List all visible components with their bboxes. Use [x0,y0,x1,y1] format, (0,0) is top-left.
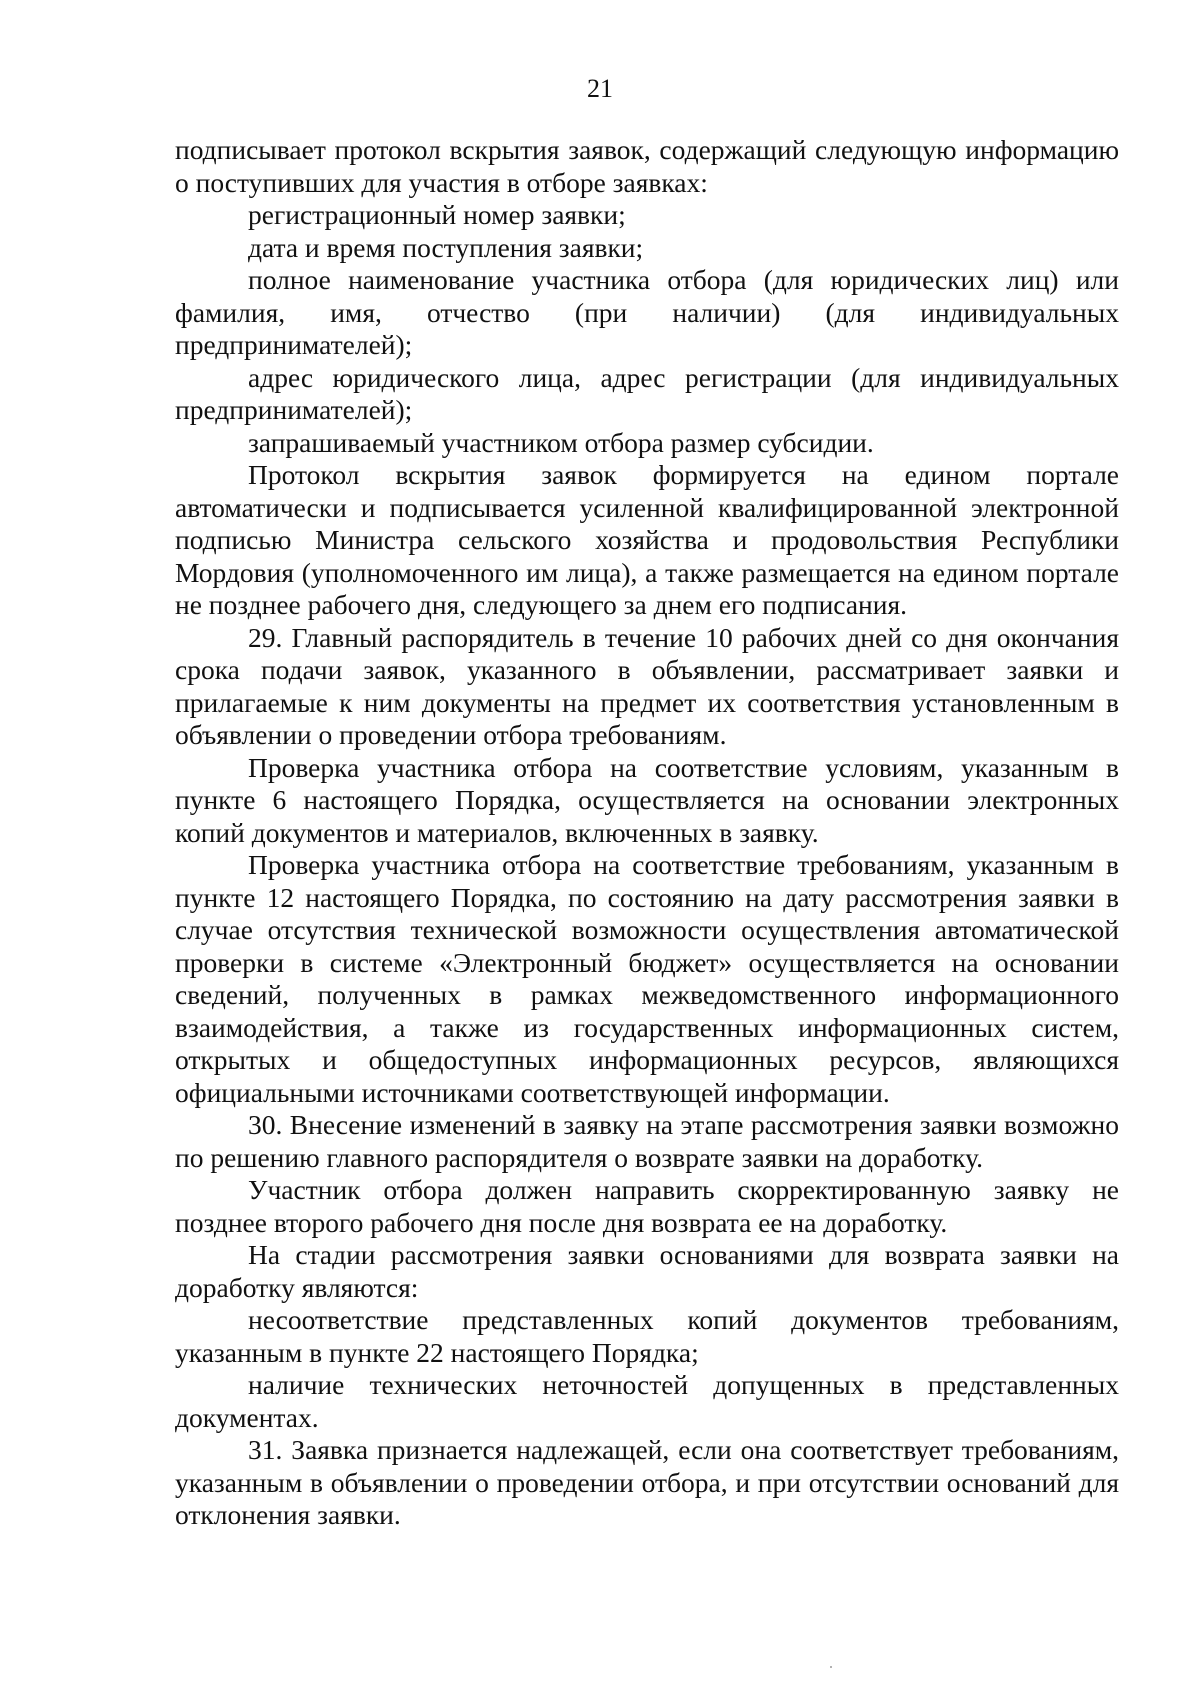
list-item-registration-number: регистрационный номер заявки; [248,199,626,230]
paragraph-clause-29: 29. Главный распорядитель в течение 10 рабочих дней со дня окончания срока подачи заявок, указанного в объявлении, рассматривает заявки и прилагаемые к ним документы на предмет их соответствия установленным в объявлении о проведении отбора требованиям. [175,621,1119,750]
paragraph-clause-31: 31. Заявка признается надлежащей, если она соответствует требованиям, указанным в объявлении о проведении отбора, и при отсутствии оснований для отклонения заявки. [175,1434,1119,1530]
scan-artifact-dot [830,1666,832,1668]
page-number: 21 [587,74,613,103]
paragraph-resubmission: Участник отбора должен направить скорректированную заявку не позднее второго рабочего дня после дня возврата ее на доработку. [175,1174,1119,1238]
list-item-participant-name: полное наименование участника отбора (для юридических лиц) или фамилия, имя, отчество (при наличии) (для индивидуальных предпринимателей); [175,264,1119,360]
list-item-address: адрес юридического лица, адрес регистрации (для индивидуальных предпринимателей); [175,361,1119,425]
document-body [175,134,1119,1532]
paragraph-protocol-intro: подписывает протокол вскрытия заявок, содержащий следующую информацию о поступивших для участия в отборе заявках: [175,134,1119,198]
list-item-copies-mismatch: несоответствие представленных копий документов требованиям, указанным в пункте 22 настоящего Порядка; [175,1304,1119,1368]
paragraph-protocol-signing: Протокол вскрытия заявок формируется на едином портале автоматически и подписывается усиленной квалифицированной электронной подписью Министра сельского хозяйства и продовольствия Республики Мордовия (уполномоченного им лица), а также размещается на едином портале не позднее рабочего дня, следующего за днем его подписания. [175,459,1119,620]
paragraph-return-grounds: На стадии рассмотрения заявки основаниями для возврата заявки на доработку являются: [175,1239,1119,1303]
paragraph-check-conditions: Проверка участника отбора на соответствие условиям, указанным в пункте 6 настоящего Порядка, осуществляется на основании электронных копий документов и материалов, включенных в заявку. [175,751,1119,848]
list-item-receipt-date: дата и время поступления заявки; [248,231,644,263]
paragraph-check-requirements: Проверка участника отбора на соответствие требованиям, указанным в пункте 12 настоящего Порядка, по состоянию на дату рассмотрения заявки в случае отсутствия технической возможности осуществления автоматической проверки в системе «Электронный бюджет» осуществляется на основании сведений, полученных в рамках межведомственного информационного взаимодействия, а также из государственных информационных систем, открытых и общедоступных информационных ресурсов, являющихся официальными источниками соответствующей информации. [175,849,1119,1108]
list-item-subsidy-amount: запрашиваемый участником отбора размер субсидии. [248,426,874,458]
list-item-technical-errors: наличие технических неточностей допущенных в представленных документах. [175,1369,1119,1433]
paragraph-clause-30: 30. Внесение изменений в заявку на этапе рассмотрения заявки возможно по решению главного распорядителя о возврате заявки на доработку. [175,1109,1119,1173]
